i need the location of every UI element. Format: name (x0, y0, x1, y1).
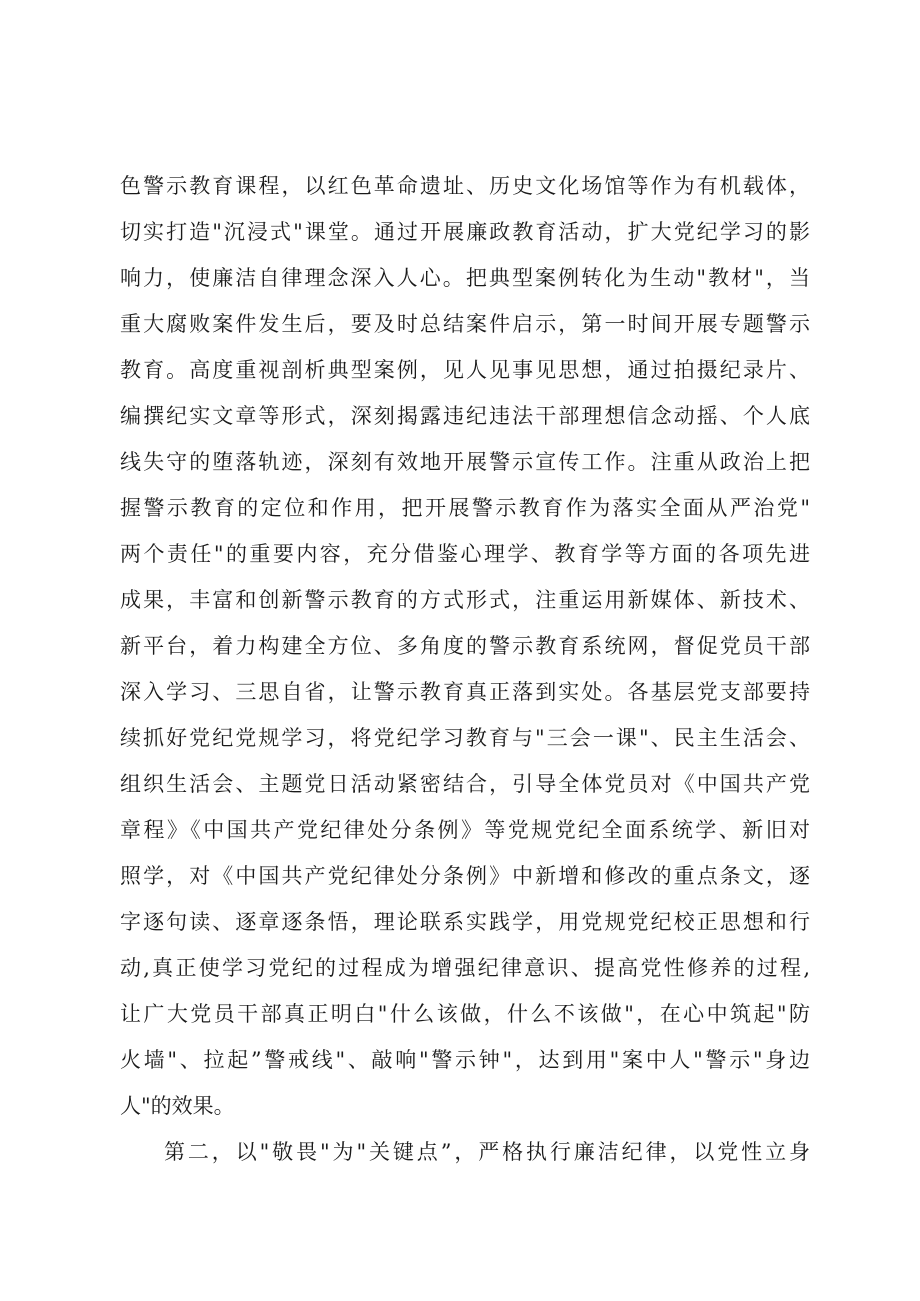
paragraph-line: 第二，以"敬畏"为"关键点”，严格执行廉洁纪律，以党性立身 (164, 1140, 810, 1164)
paragraph-line: 线失守的堕落轨迹，深刻有效地开展警示宣传工作。注重从政治上把 (120, 450, 810, 474)
paragraph-line: 响力，使廉洁自律理念深入人心。把典型案例转化为生动"教材"，当 (120, 266, 810, 290)
paragraph-line: 色警示教育课程，以红色革命遗址、历史文化场馆等作为有机载体， (120, 174, 810, 198)
paragraph-line: 人"的效果。 (120, 1094, 235, 1118)
paragraph-line: 让广大党员干部真正明白"什么该做，什么不该做"，在心中筑起"防 (120, 1002, 810, 1026)
paragraph-1 (120, 163, 810, 1129)
paragraph-line: 续抓好党纪党规学习，将党纪学习教育与"三会一课"、民主生活会、 (120, 726, 810, 750)
paragraph-2 (120, 1129, 810, 1175)
paragraph-line: 教育。高度重视剖析典型案例，见人见事见思想，通过拍摄纪录片、 (120, 358, 810, 382)
paragraph-line: 深入学习、三思自省，让警示教育真正落到实处。各基层党支部要持 (120, 680, 810, 704)
paragraph-line: 动,真正使学习党纪的过程成为增强纪律意识、提高党性修养的过程, (120, 956, 810, 980)
paragraph-line: 字逐句读、逐章逐条悟，理论联系实践学，用党规党纪校正思想和行 (120, 910, 810, 934)
paragraph-line: 组织生活会、主题党日活动紧密结合，引导全体党员对《中国共产党 (120, 772, 810, 796)
paragraph-line: 新平台，着力构建全方位、多角度的警示教育系统网，督促党员干部 (120, 634, 810, 658)
paragraph-line: 成果，丰富和创新警示教育的方式形式，注重运用新媒体、新技术、 (120, 588, 810, 612)
paragraph-line: 重大腐败案件发生后，要及时总结案件启示，第一时间开展专题警示 (120, 312, 810, 336)
paragraph-line: 编撰纪实文章等形式，深刻揭露违纪违法干部理想信念动摇、个人底 (120, 404, 810, 428)
paragraph-line: 火墙"、拉起”警戒线"、敲响"警示钟"，达到用"案中人"警示"身边 (120, 1048, 810, 1072)
document-body (120, 163, 810, 1175)
paragraph-line: 切实打造"沉浸式"课堂。通过开展廉政教育活动，扩大党纪学习的影 (120, 220, 810, 244)
paragraph-line: 章程》《中国共产党纪律处分条例》等党规党纪全面系统学、新旧对 (120, 818, 810, 842)
paragraph-line: 照学，对《中国共产党纪律处分条例》中新增和修改的重点条文，逐 (120, 864, 810, 888)
paragraph-line: 握警示教育的定位和作用，把开展警示教育作为落实全面从严治党" (120, 496, 810, 520)
paragraph-line: 两个责任"的重要内容，充分借鉴心理学、教育学等方面的各项先进 (120, 542, 810, 566)
